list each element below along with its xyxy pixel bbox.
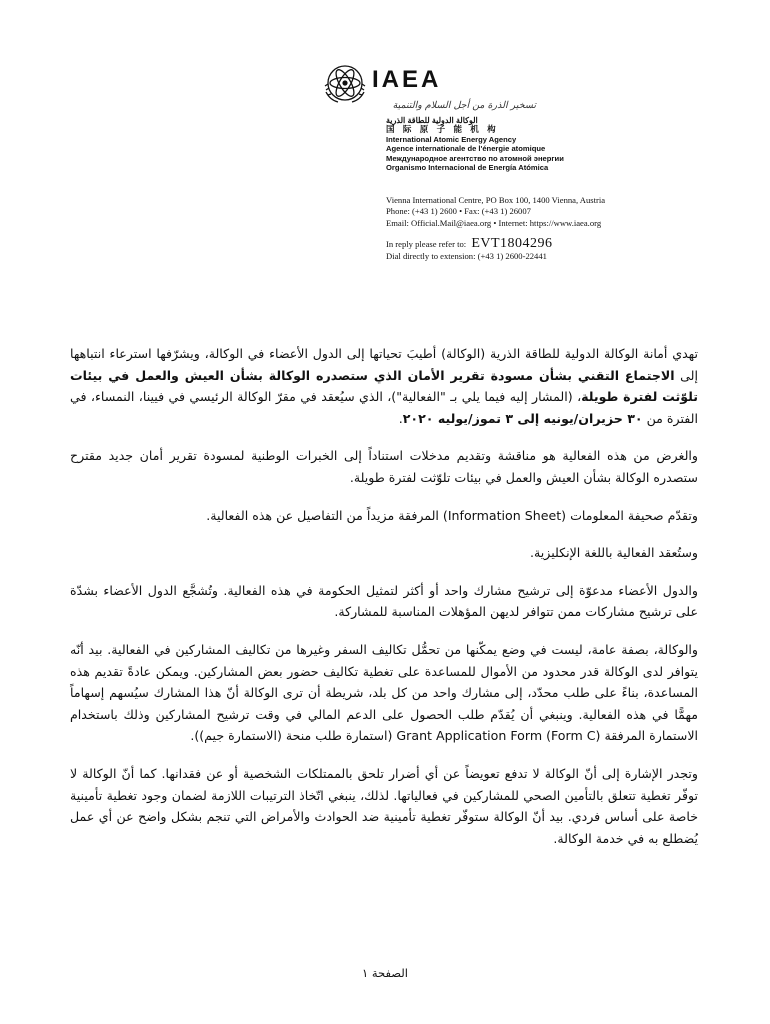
letter-body <box>70 343 698 865</box>
paragraph-insurance: وتجدر الإشارة إلى أنّ الوكالة لا تدفع تعويضاً عن أي أضرار تلحق بالممتلكات الشخصية أو عن فقدانها. كما أنّ الوكالة لا توفّر تغطية تتعلق بالتأمين الصحي للمشاركين في فعالياتها. لذلك، ينبغي اتّخاذ الترتيبات اللازمة لضمان وجود تغطية تأمينية خاصة على أساس فردي. بيد أنّ الوكالة ستوفّر تغطية تأمينية ضد الحوادث والأمراض التي تنجم بشكل واضح عن أي عمل يُضطلع به في خدمة الوكالة. <box>70 765 698 846</box>
iaea-atom-emblem-icon <box>322 62 368 104</box>
agency-name-spanish: Organismo Internacional de Energía Atómica <box>386 163 549 173</box>
reply-label: In reply please refer to: <box>386 239 467 249</box>
agency-name-english: International Atomic Energy Agency <box>386 134 517 144</box>
p1-text-c: ، (المشار إليه فيما يلي بـ "الفعالية")، الذي سيُعقد في مقرّ الوكالة الرئيسي في فيينا، النمساء، في الفترة من <box>70 389 698 426</box>
agency-name-arabic: الوكالة الدولية للطاقة الذرية <box>386 116 478 125</box>
agency-name-french: Agence internationale de l'énergie atomique <box>386 144 546 154</box>
event-title: الاجتماع التقني بشأن مسودة تقرير الأمان الذي ستصدره الوكالة بشأن العيش والعمل في بيئات تلوّثت لفترة طويلة <box>70 367 698 405</box>
paragraph-invitation <box>70 343 698 429</box>
page-number: الصفحة ١ <box>362 966 408 980</box>
paragraph-purpose: والغرض من هذه الفعالية هو مناقشة وتقديم مدخلات استناداً إلى الخبرات الوطنية لمسودة تقرير أمان جديد مقترح ستصدره الوكالة بشأن العيش والعمل في بيئات تلوّثت لفترة طويلة. <box>70 448 698 485</box>
paragraph-info-sheet: وتقدّم صحيفة المعلومات (Information Sheet) المرفقة مزيداً من التفاصيل عن هذه الفعالية. <box>206 507 698 523</box>
contact-email-web: Email: Official.Mail@iaea.org • Internet: https://www.iaea.org <box>386 217 602 228</box>
contact-phone-fax: Phone: (+43 1) 2600 • Fax: (+43 1) 26007 <box>386 206 531 217</box>
reply-reference <box>386 236 553 252</box>
iaea-logo-text: IAEA <box>372 66 442 93</box>
agency-name-russian: Международное агентство по атомной энергии <box>386 153 564 163</box>
agency-motto: تسخير الذرة من أجل السلام والتنمية <box>392 100 536 111</box>
p1-text-e: . <box>398 410 403 426</box>
dial-extension: Dial directly to extension: (+43 1) 2600-22441 <box>386 251 547 261</box>
reply-ref-code: EVT1804296 <box>471 236 553 251</box>
contact-block <box>386 195 686 229</box>
agency-name-chinese: 国 际 原 子 能 机 构 <box>386 124 499 135</box>
event-dates: ٣٠ حزيران/يونيه إلى ٣ تموز/يوليه ٢٠٢٠ <box>402 410 643 426</box>
paragraph-language: وستُعقد الفعالية باللغة الإنكليزية. <box>529 545 698 561</box>
contact-address: Vienna International Centre, PO Box 100, 1400 Vienna, Austria <box>386 195 606 205</box>
paragraph-nominations: والدول الأعضاء مدعوّة إلى ترشيح مشارك واحد أو أكثر لتمثيل الحكومة في هذه الفعالية. وتُشجَّع الدول الأعضاء بشدّة على ترشيح مشاركات ممن تتوافر لديهن المؤهلات المناسبة للمشاركة. <box>70 582 698 620</box>
paragraph-funding: والوكالة، بصفة عامة، ليست في وضع يمكّنها من تحمُّل تكاليف السفر وغيرها من تكاليف المشاركين في الفعالية. بيد أنّه يتوافر لدى الوكالة قدر محدود من الأموال للمساعدة على تغطية تكاليف حضور بعض المشاركين. ويمكن عادةً تقديم هذه المساعدة، بناءً على طلب محدّد، إلى مشارك واحد من كل بلد، شريطة أن ترى الوكالة أنّ هذا المشارك سيُسهم إسهاماً مهمًّا في هذه الفعالية. وينبغي أن يُقدّم طلب الحصول على الدعم المالي في وقت ترشيح المشاركين وذلك باستخدام الاستمارة المرفقة Grant Application Form (Form C) (استمارة طلب منحة (الاستمارة جيم)). <box>70 641 698 744</box>
p1-text-a: تهدي أمانة الوكالة الدولية للطاقة الذرية (الوكالة) أطيبَ تحياتها إلى الدول الأعضاء في الوكالة، ويشرّفها استرعاء انتباهها إلى <box>70 346 698 383</box>
agency-names-block <box>386 116 626 172</box>
